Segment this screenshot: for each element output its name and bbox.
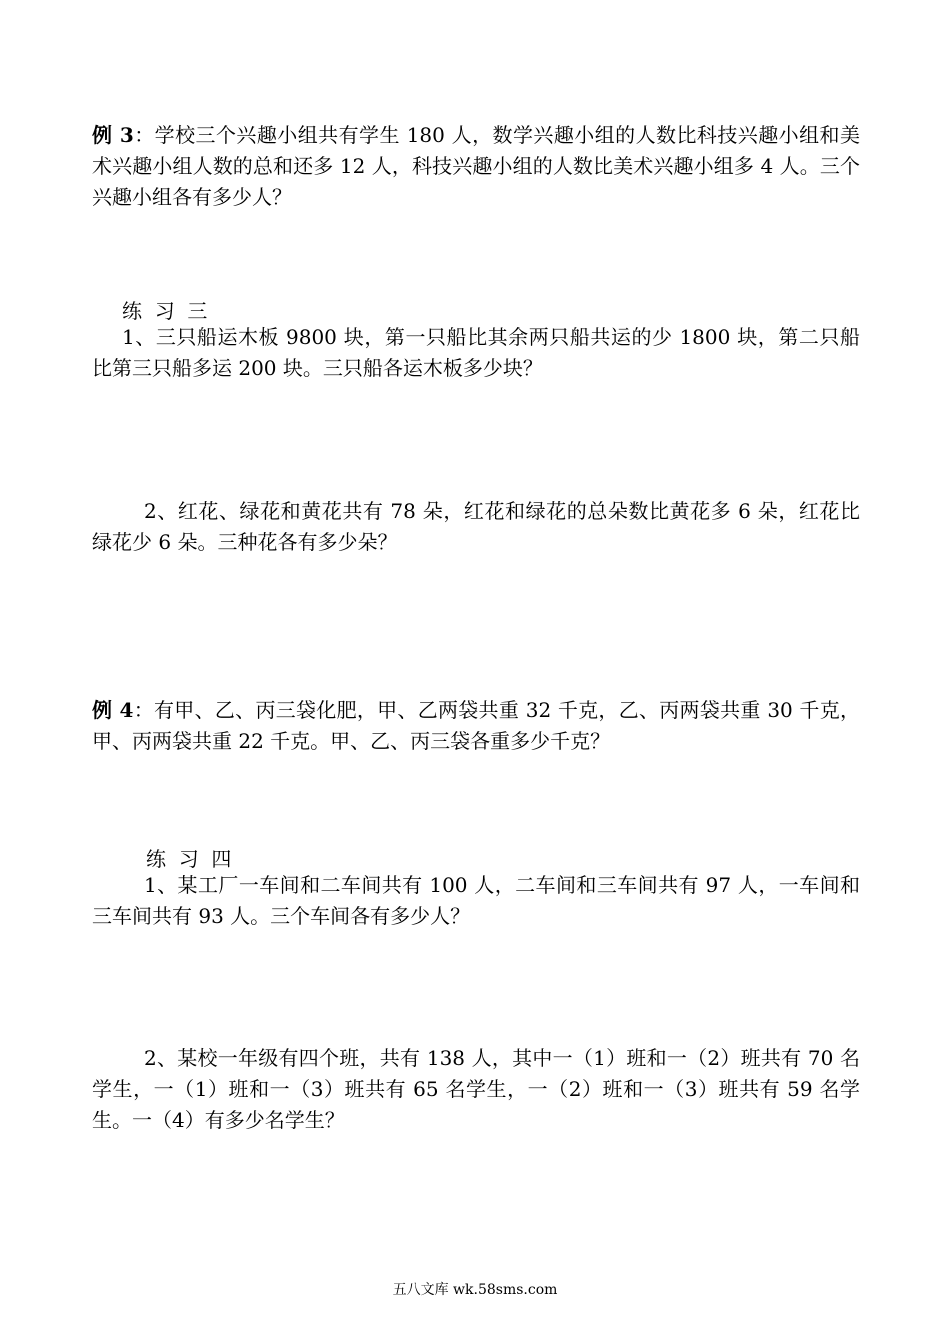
example-3-text: ：学校三个兴趣小组共有学生 180 人，数学兴趣小组的人数比科技兴趣小组和美术兴趣小组人数的总和还多 12 人，科技兴趣小组的人数比美术兴趣小组多 4 人。三个兴趣小组各有多少人？ [92,123,860,209]
exercise-3-question-2: 2、红花、绿花和黄花共有 78 朵，红花和绿花的总朵数比黄花多 6 朵，红花比绿花少 6 朵。三种花各有多少朵？ [92,499,860,554]
exercise-4-question-1: 1、某工厂一车间和二车间共有 100 人，二车间和三车间共有 97 人，一车间和三车间共有 93 人。三个车间各有多少人？ [92,873,860,928]
exercise-4-question-2: 2、某校一年级有四个班，共有 138 人，其中一（1）班和一（2）班共有 70 名学生，一（1）班和一（3）班共有 65 名学生，一（2）班和一（3）班共有 59 名学生。一（4）有多少名学生？ [92,1046,860,1132]
example-3-label: 例 3 [92,123,134,147]
example-4 [92,695,860,757]
example-4-label: 例 4 [92,698,134,722]
example-3 [92,120,860,213]
exercise-3-question-1: 1、三只船运木板 9800 块，第一只船比其余两只船共运的少 1800 块，第二只船比第三只船多运 200 块。三只船各运木板多少块？ [92,325,860,380]
page-footer: 五八文库 wk.58sms.com [392,1282,558,1298]
exercise-4-heading: 练 习 四 [146,847,232,871]
example-4-text: ：有甲、乙、丙三袋化肥，甲、乙两袋共重 32 千克，乙、丙两袋共重 30 千克，甲、丙两袋共重 22 千克。甲、乙、丙三袋各重多少千克？ [92,698,860,753]
exercise-3-heading: 练 习 三 [122,299,208,323]
